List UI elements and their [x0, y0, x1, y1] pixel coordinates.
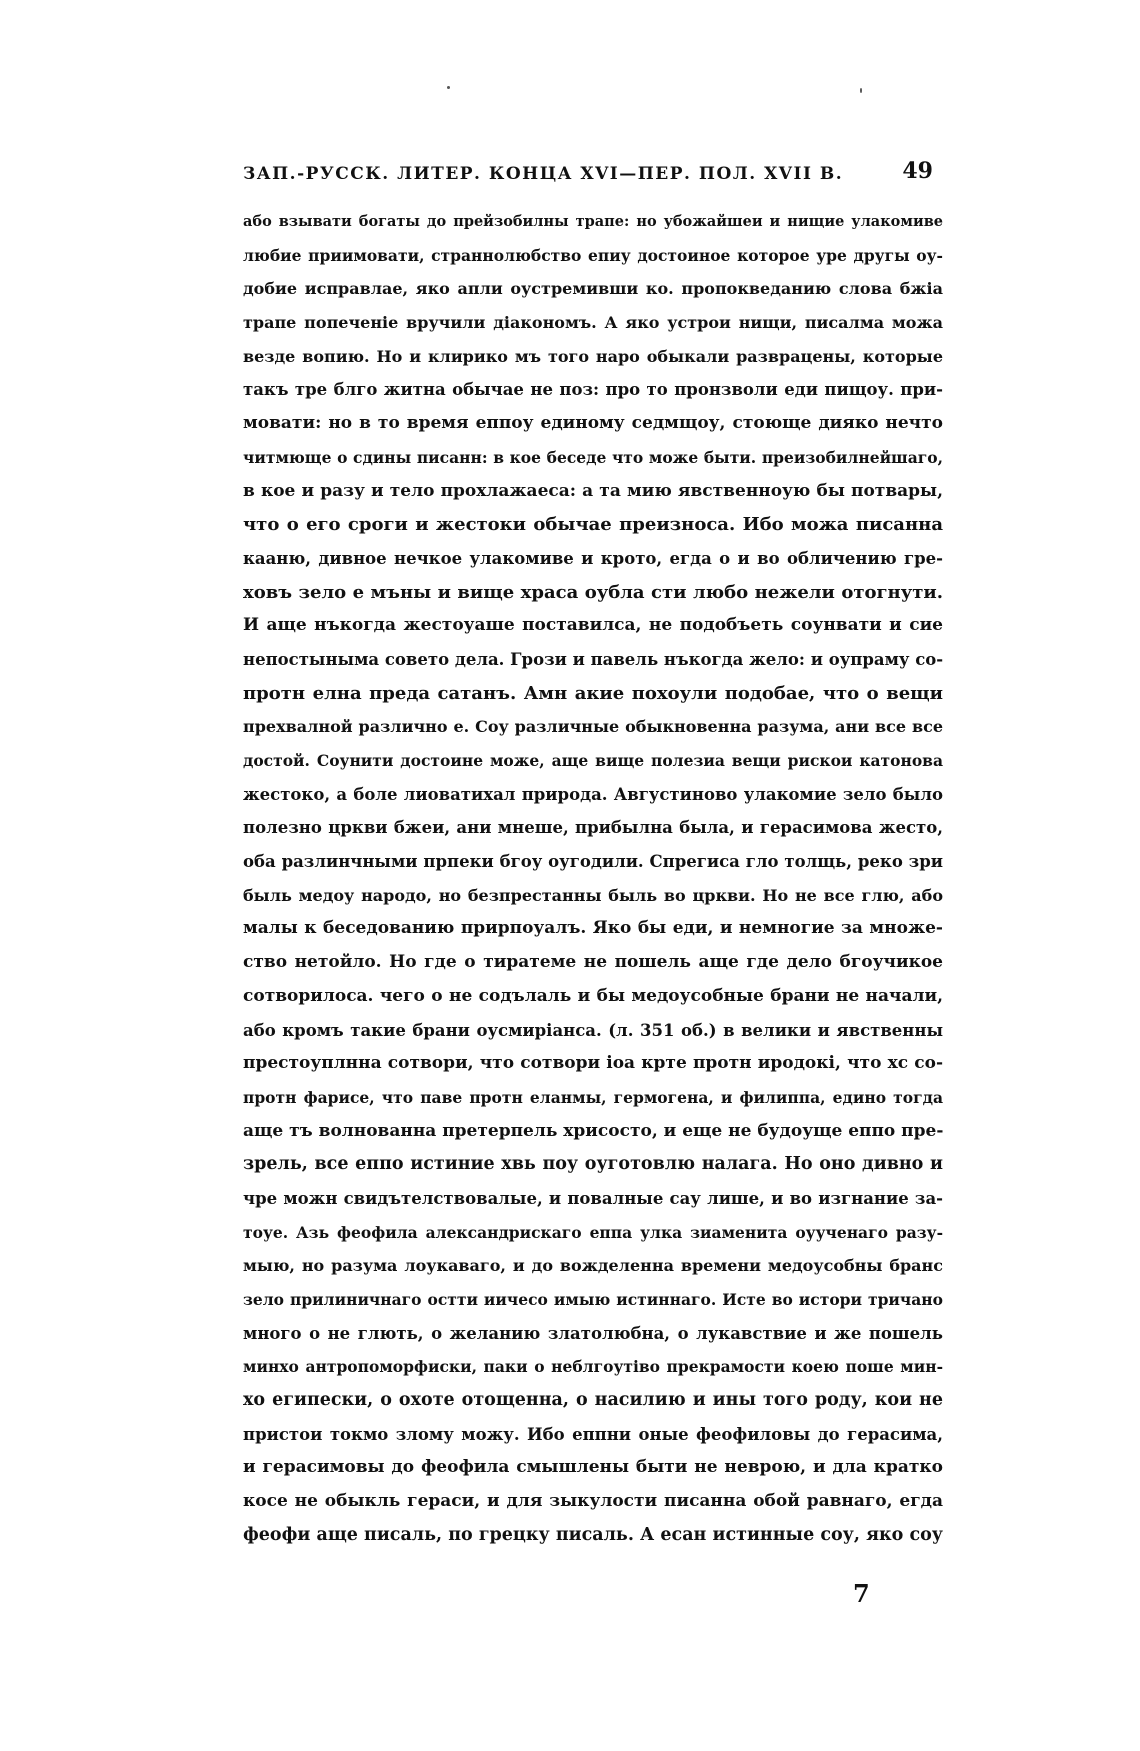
text-line: протн фарисе, что паве протн еланмы, гермогена, и филиппа, едино тогда [243, 1087, 943, 1107]
scan-speck [860, 88, 862, 93]
text-line: читмюще о сдины писанн: в кое беседе что може быти. преизобилнейшаго, [243, 447, 943, 467]
text-line: жестоко, а боле лиоватихал природа. Августиново улакомие зело было [243, 784, 943, 804]
running-title: ЗАП.-РУССК. ЛИТЕР. КОНЦА XVI—ПЕР. ПОЛ. XVII В. [243, 164, 844, 184]
body-text [243, 205, 943, 1553]
text-line: кааню, дивное нечкое улакомиве и крото, егда о и во обличению гре- [243, 548, 943, 568]
text-line: аще тъ волнованна претерпель хрисосто, и еще не будоуще еппо пре- [243, 1120, 943, 1141]
text-line: что о его сроги и жестоки обычае преизноса. Ибо можа писанна [243, 514, 943, 536]
scan-speck [447, 86, 450, 89]
text-line: полезно цркви бжеи, ани мнеше, прибылна была, и герасимова жесто, [243, 818, 943, 838]
text-line: непостыныма совето дела. Грози и павель нъкогда жело: и оупраму со- [243, 649, 943, 669]
text-line: прехвалной различно е. Соу различные обыкновенна разума, ани все все [243, 717, 943, 737]
text-line: трапе попеченіе вручили діакономъ. А яко устрои нищи, писалма можа [243, 313, 943, 333]
text-line: ство нетойло. Но где о тиратеме не пошель аще где дело бгоучикое [243, 952, 943, 973]
text-line: зрель, все еппо истиние хвь поу оуготовлю налага. Но оно дивно и [243, 1154, 943, 1175]
text-line: много о не глють, о желанию златолюбна, о лукавствие и же пошель [243, 1323, 943, 1343]
text-line: оба разлинчными прпеки бгоу оугодили. Спрегиса гло толщь, реко зри [243, 852, 943, 872]
text-line: престоуплнна сотвори, что сотвори ioa крте протн иродокi, что хс со- [243, 1053, 943, 1074]
text-line: И аще нъкогда жестоуаше поставилса, не подобъеть соунвати и сие [243, 615, 943, 636]
text-line: зело прилиничнаго остти иичесо имыю истиннаго. Исте во истори тричано [243, 1290, 943, 1309]
page-number: 49 [902, 158, 933, 184]
text-line: мыю, но разума лоукаваго, и до вожделенна времени медоусобны бранс [243, 1256, 943, 1276]
text-line: чре можн свидътелствовалые, и повалные сау лише, и во изгнание за- [243, 1188, 943, 1208]
text-line: косе не обыкль гераси, и для зыкулости писанна обой равнаго, егда [243, 1491, 943, 1512]
text-line: протн елна преда сатанъ. Амн акие похоули подобае, что о вещи [243, 682, 943, 704]
text-line: минхо антропоморфиски, паки о неблгоутiво прекрамости коею поше мин- [243, 1357, 943, 1377]
text-line: в кое и разу и тело прохлажаеса: а та мию явственноую бы потвары, [243, 480, 943, 501]
text-line: хо египески, о охоте отощенна, о насилию и ины того роду, кои не [243, 1390, 943, 1411]
text-line: везде вопию. Но и клирико мъ того наро обыкали разврацены, которые [243, 346, 943, 366]
running-header [243, 158, 943, 188]
text-line: тоуе. Азь феофила александрискаго еппа улка зиаменита оуученаго разу- [243, 1222, 943, 1242]
text-line: быль медоу народо, но безпрестанны быль во цркви. Но не все глю, або [243, 885, 943, 905]
text-line: такъ тре блго житна обычае не поз: про то пронзволи еди пищоу. при- [243, 380, 943, 400]
text-line: пристои токмо злому можу. Ибо еппни оные феофиловы до герасима, [243, 1424, 943, 1444]
text-line: або взывати богаты до прейзобилны трапе: но убожайшеи и нищие улакомиве [243, 213, 943, 230]
text-line: мовати: но в то время еппоу единому седмщоу, стоюще дияко нечто [243, 413, 943, 434]
text-line: малы к беседованию прирпоуалъ. Яко бы еди, и немногие за множе- [243, 918, 943, 939]
text-line: любие приимовати, страннолюбство епиу достоиное которое уре другы оу- [243, 245, 943, 265]
text-line: сотворилоса. чего о не содълаль и бы медоусобные брани не начали, [243, 985, 943, 1006]
text-line: або кромъ такие брани оусмирiанса. (л. 351 об.) в велики и явственны [243, 1020, 943, 1040]
signature-mark: 7 [853, 1579, 870, 1608]
text-line: феофи аще писаль, по грецку писаль. А есан истинные соу, яко соу [243, 1524, 943, 1545]
text-line: и герасимовы до феофила смышлены быти не неврою, и дла кратко [243, 1457, 943, 1478]
text-line: ховъ зело е мъны и вище храса оубла сти любо нежели отогнути. [243, 581, 943, 603]
text-line: достой. Соунити достоине може, аще вище полезиа вещи рискои катонова [243, 751, 943, 770]
text-line: добие исправлае, яко апли оустремивши ко. пропокведанию слова бжіа [243, 279, 943, 299]
